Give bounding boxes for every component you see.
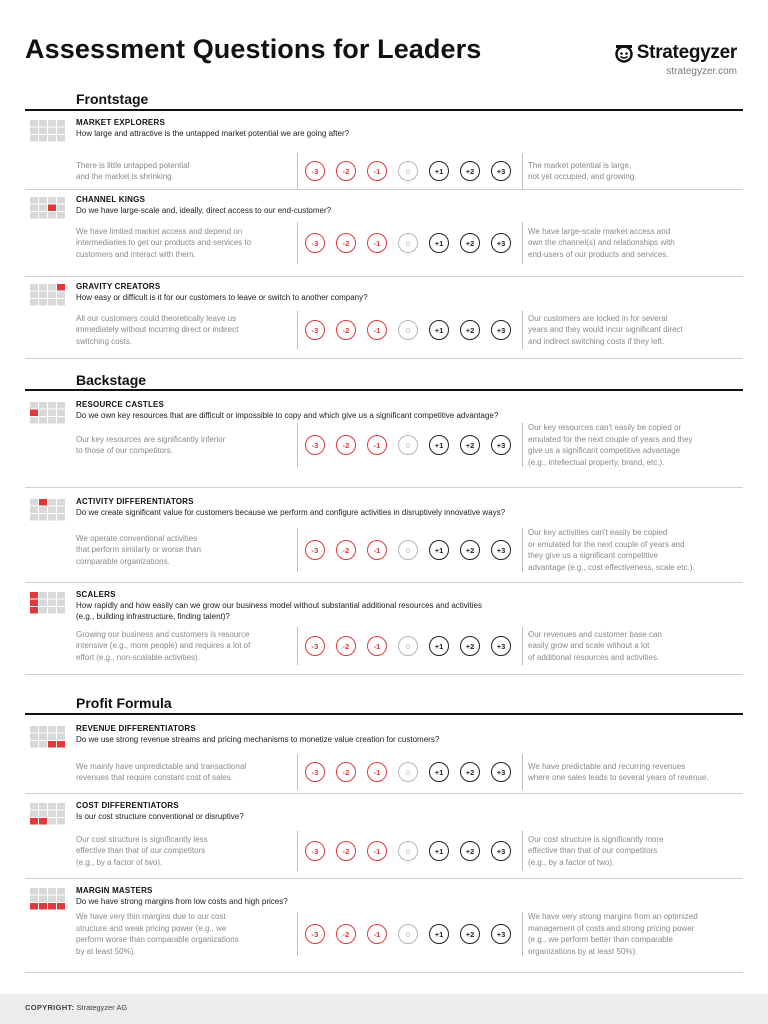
divider-right (522, 912, 523, 956)
icon-cell (48, 726, 56, 733)
question-text: Do we own key resources that are difficult or impossible to copy and which give us a significant competitive advantage? (76, 411, 499, 420)
page-title: Assessment Questions for Leaders (25, 34, 482, 64)
question-text: Is our cost structure conventional or disruptive? (76, 812, 244, 821)
rating-option[interactable]: 0 (398, 161, 418, 181)
question-text: Do we use strong revenue streams and pricing mechanisms to monetize value creation for customers? (76, 735, 440, 744)
rating-option[interactable]: -3 (305, 841, 325, 861)
icon-cell (48, 734, 56, 741)
icon-cell (30, 205, 38, 212)
icon-cell (57, 417, 65, 424)
icon-cell (48, 888, 56, 895)
icon-cell (39, 600, 47, 607)
icon-cell (30, 734, 38, 741)
icon-cell (30, 402, 38, 409)
item-divider (25, 972, 743, 973)
question-text: Do we have large-scale and, ideally, direct access to our end-customer? (76, 206, 332, 215)
icon-cell (57, 410, 65, 417)
icon-cell (57, 120, 65, 127)
rating-scale[interactable] (305, 924, 511, 944)
rating-option[interactable]: -2 (336, 161, 356, 181)
icon-cell-highlight (57, 741, 65, 748)
channel-kings-icon (30, 197, 66, 219)
divider-right (522, 222, 523, 264)
rating-option[interactable]: 0 (398, 841, 418, 861)
rating-option[interactable]: +3 (491, 841, 511, 861)
icon-cell (30, 507, 38, 514)
rating-option[interactable]: +3 (491, 762, 511, 782)
low-score-description: There is little untapped potential and the market is shrinking. (76, 160, 190, 181)
revenue-differentiators-icon (30, 726, 66, 748)
divider-right (522, 311, 523, 349)
icon-cell (39, 514, 47, 521)
rating-option[interactable]: +2 (460, 435, 480, 455)
rating-option[interactable]: +3 (491, 161, 511, 181)
category-label: CHANNEL KINGS (76, 195, 146, 204)
rating-option[interactable]: +2 (460, 924, 480, 944)
icon-cell (30, 499, 38, 506)
brand-url[interactable]: strategyzer.com (666, 66, 737, 77)
low-score-description: We have very thin margins due to our cost structure and weak pricing power (e.g., we perform worse than comparable organizations by at least 50%). (76, 912, 239, 956)
icon-cell (30, 120, 38, 127)
rating-option[interactable]: -3 (305, 636, 325, 656)
rating-option[interactable]: -2 (336, 636, 356, 656)
icon-cell (57, 811, 65, 818)
resource-castles-icon (30, 402, 66, 424)
icon-cell (57, 803, 65, 810)
icon-cell (30, 292, 38, 299)
icon-cell (30, 128, 38, 135)
rating-scale[interactable] (305, 435, 511, 455)
icon-cell-highlight (30, 600, 38, 607)
divider-left (297, 528, 298, 572)
category-label: COST DIFFERENTIATORS (76, 801, 179, 810)
icon-cell-highlight (39, 903, 47, 910)
item-divider (25, 793, 743, 794)
rating-option[interactable]: +2 (460, 841, 480, 861)
divider-right (522, 627, 523, 665)
icon-cell (48, 410, 56, 417)
rating-scale[interactable] (305, 320, 511, 340)
low-score-description: All our customers could theoretically leave us immediately without incurring direct or indirect switching costs. (76, 313, 239, 346)
rating-option[interactable]: -2 (336, 841, 356, 861)
icon-cell (39, 417, 47, 424)
icon-cell (48, 600, 56, 607)
rating-option[interactable]: 0 (398, 233, 418, 253)
rating-option[interactable]: -2 (336, 762, 356, 782)
rating-option[interactable]: -3 (305, 161, 325, 181)
rating-option[interactable]: +1 (429, 435, 449, 455)
divider-left (297, 754, 298, 790)
icon-cell (48, 607, 56, 614)
icon-cell (39, 888, 47, 895)
section-divider (25, 713, 743, 715)
icon-cell (48, 128, 56, 135)
high-score-description: We have large-scale market access and own the channel(s) and relationships with end-users of our products and services. (528, 226, 675, 259)
category-label: MARKET EXPLORERS (76, 118, 165, 127)
item-divider (25, 582, 743, 583)
divider-left (297, 311, 298, 349)
assessment-item (25, 195, 743, 265)
icon-cell (48, 896, 56, 903)
icon-cell (30, 811, 38, 818)
cost-differentiators-icon (30, 803, 66, 825)
rating-option[interactable]: +2 (460, 540, 480, 560)
rating-option[interactable]: -1 (367, 540, 387, 560)
icon-cell (48, 284, 56, 291)
icon-cell-highlight (30, 903, 38, 910)
rating-option[interactable]: +1 (429, 841, 449, 861)
section-title: Frontstage (76, 91, 149, 107)
rating-scale[interactable] (305, 636, 511, 656)
icon-cell-highlight (57, 284, 65, 291)
rating-option[interactable]: -1 (367, 161, 387, 181)
high-score-description: Our key activities can't easily be copied or emulated for the next couple of years and they give us a significant competitive advantage (e.g., cost effectiveness, scale etc.). (528, 528, 695, 572)
icon-cell (39, 292, 47, 299)
icon-cell (48, 299, 56, 306)
icon-cell (39, 507, 47, 514)
item-divider (25, 189, 743, 190)
rating-option[interactable]: -1 (367, 841, 387, 861)
divider-left (297, 153, 298, 189)
high-score-description: Our cost structure is significantly more effective than that of our competitors (e.g., by a factor of two). (528, 834, 664, 867)
divider-right (522, 423, 523, 467)
item-divider (25, 487, 743, 488)
category-label: ACTIVITY DIFFERENTIATORS (76, 497, 194, 506)
icon-cell (57, 734, 65, 741)
icon-cell (30, 299, 38, 306)
rating-option[interactable]: +2 (460, 636, 480, 656)
item-divider (25, 276, 743, 277)
icon-cell (30, 417, 38, 424)
icon-cell (30, 284, 38, 291)
icon-cell (30, 888, 38, 895)
divider-right (522, 831, 523, 871)
low-score-description: Our key resources are significantly inferior to those of our competitors. (76, 434, 226, 455)
question-text: How rapidly and how easily can we grow our business model without substantial additional resources and activities (e.g., building infrastructure, finding talent)? (76, 601, 482, 621)
high-score-description: We have very strong margins from an optimized management of costs and strong pricing power (e.g., we perform better than comparable organizations by at least 50%). (528, 912, 698, 956)
low-score-description: Our cost structure is significantly less effective than that of our competitors (e.g., by a factor of two). (76, 834, 208, 867)
rating-option[interactable]: +2 (460, 233, 480, 253)
icon-cell (57, 514, 65, 521)
copyright (25, 1003, 127, 1012)
icon-cell (39, 212, 47, 219)
rating-option[interactable]: +2 (460, 161, 480, 181)
rating-option[interactable]: -3 (305, 762, 325, 782)
rating-option[interactable]: 0 (398, 924, 418, 944)
question-text: Do we create significant value for customers because we perform and configure activities in disruptively innovative ways? (76, 508, 506, 517)
icon-cell (39, 741, 47, 748)
category-label: MARGIN MASTERS (76, 886, 153, 895)
scalers-icon (30, 592, 66, 614)
rating-option[interactable]: 0 (398, 435, 418, 455)
rating-option[interactable]: +3 (491, 636, 511, 656)
icon-cell (39, 135, 47, 142)
category-label: RESOURCE CASTLES (76, 400, 165, 409)
icon-cell (57, 507, 65, 514)
icon-cell-highlight (57, 903, 65, 910)
item-divider (25, 358, 743, 359)
rating-option[interactable]: -2 (336, 320, 356, 340)
icon-cell (57, 212, 65, 219)
divider-right (522, 153, 523, 189)
rating-scale[interactable] (305, 841, 511, 861)
rating-option[interactable]: +2 (460, 320, 480, 340)
high-score-description: We have predictable and recurring revenues where one sales leads to several years of revenue. (528, 761, 709, 782)
gravity-creators-icon (30, 284, 66, 306)
icon-cell (48, 803, 56, 810)
rating-scale[interactable] (305, 233, 511, 253)
rating-option[interactable]: -1 (367, 924, 387, 944)
low-score-description: We have limited market access and depend on intermediaries to get our products and services to customers and interact with them. (76, 226, 252, 259)
rating-option[interactable]: +3 (491, 540, 511, 560)
margin-masters-icon (30, 888, 66, 910)
rating-option[interactable]: +3 (491, 233, 511, 253)
high-score-description: Our key resources can't easily be copied or emulated for the next couple of years and they give us a significant competitive advantage (e.g., intellectual property, brand, etc.). (528, 423, 693, 467)
icon-cell (48, 197, 56, 204)
icon-cell (48, 592, 56, 599)
icon-cell (57, 592, 65, 599)
rating-option[interactable]: -1 (367, 435, 387, 455)
category-label: GRAVITY CREATORS (76, 282, 161, 291)
rating-option[interactable]: +1 (429, 636, 449, 656)
icon-cell (30, 803, 38, 810)
low-score-description: Growing our business and customers is resource intensive (e.g., more people) and requires a lot of effort (e.g., non-scalable activities). (76, 629, 251, 662)
icon-cell (39, 803, 47, 810)
section-title: Profit Formula (76, 695, 172, 711)
icon-cell (57, 135, 65, 142)
assessment-item (25, 886, 743, 956)
icon-cell (39, 120, 47, 127)
icon-cell (39, 410, 47, 417)
high-score-description: Our customers are locked in for several years and they would incur significant direct and indirect switching costs if they left. (528, 313, 683, 346)
rating-option[interactable]: 0 (398, 540, 418, 560)
category-label: REVENUE DIFFERENTIATORS (76, 724, 196, 733)
icon-cell (57, 888, 65, 895)
icon-cell (30, 896, 38, 903)
rating-option[interactable]: -1 (367, 233, 387, 253)
divider-right (522, 528, 523, 572)
divider-left (297, 627, 298, 665)
icon-cell (57, 600, 65, 607)
icon-cell (48, 292, 56, 299)
rating-option[interactable]: +1 (429, 320, 449, 340)
icon-cell (30, 212, 38, 219)
icon-cell (39, 128, 47, 135)
icon-cell (48, 499, 56, 506)
brand-name: Strategyzer (636, 42, 737, 63)
activity-differentiators-icon (30, 499, 66, 521)
icon-cell (48, 417, 56, 424)
section-divider (25, 109, 743, 111)
assessment-item (25, 724, 743, 794)
icon-cell (57, 292, 65, 299)
rating-option[interactable]: +3 (491, 320, 511, 340)
brand (587, 42, 737, 77)
icon-cell-highlight (48, 741, 56, 748)
icon-cell (39, 592, 47, 599)
icon-cell (48, 514, 56, 521)
rating-option[interactable]: +1 (429, 924, 449, 944)
rating-option[interactable]: +1 (429, 233, 449, 253)
icon-cell (48, 507, 56, 514)
icon-cell (48, 811, 56, 818)
divider-left (297, 912, 298, 956)
assessment-item (25, 282, 743, 352)
assessment-item (25, 400, 743, 470)
icon-cell (57, 299, 65, 306)
icon-cell-highlight (39, 818, 47, 825)
low-score-description: We mainly have unpredictable and transactional revenues that require constant cost of sales. (76, 761, 247, 782)
rating-option[interactable]: -3 (305, 233, 325, 253)
rating-option[interactable]: +2 (460, 762, 480, 782)
icon-cell (57, 197, 65, 204)
market-explorers-icon (30, 120, 66, 142)
rating-option[interactable]: -3 (305, 540, 325, 560)
question-text: How large and attractive is the untapped market potential we are going after? (76, 129, 350, 138)
icon-cell (39, 726, 47, 733)
rating-scale[interactable] (305, 161, 511, 181)
icon-cell (57, 499, 65, 506)
icon-cell-highlight (39, 499, 47, 506)
rating-option[interactable]: 0 (398, 636, 418, 656)
rating-option[interactable]: -3 (305, 435, 325, 455)
divider-left (297, 222, 298, 264)
low-score-description: We operate conventional activities that perform similarly or worse than comparable organizations. (76, 533, 201, 566)
footer (0, 994, 768, 1024)
icon-cell (57, 205, 65, 212)
high-score-description: Our revenues and customer base can easily grow and scale without a lot of additional resources and activities. (528, 629, 662, 662)
divider-right (522, 754, 523, 790)
icon-cell (30, 135, 38, 142)
icon-cell-highlight (48, 205, 56, 212)
icon-cell (30, 197, 38, 204)
icon-cell (57, 607, 65, 614)
strategyzer-logo-icon (614, 43, 634, 63)
rating-scale[interactable] (305, 762, 511, 782)
assessment-item (25, 118, 743, 188)
rating-option[interactable]: +1 (429, 161, 449, 181)
rating-scale[interactable] (305, 540, 511, 560)
icon-cell (57, 726, 65, 733)
icon-cell-highlight (30, 410, 38, 417)
icon-cell (48, 212, 56, 219)
rating-option[interactable]: 0 (398, 320, 418, 340)
icon-cell-highlight (30, 592, 38, 599)
rating-option[interactable]: +1 (429, 762, 449, 782)
section-title: Backstage (76, 372, 147, 388)
icon-cell-highlight (30, 818, 38, 825)
icon-cell (48, 135, 56, 142)
rating-option[interactable]: -3 (305, 924, 325, 944)
rating-option[interactable]: -2 (336, 233, 356, 253)
icon-cell-highlight (30, 607, 38, 614)
icon-cell (48, 402, 56, 409)
icon-cell (57, 128, 65, 135)
icon-cell (39, 811, 47, 818)
icon-cell-highlight (48, 903, 56, 910)
category-label: SCALERS (76, 590, 116, 599)
icon-cell (39, 299, 47, 306)
rating-option[interactable]: -1 (367, 320, 387, 340)
rating-option[interactable]: +1 (429, 540, 449, 560)
rating-option[interactable]: -2 (336, 540, 356, 560)
icon-cell (48, 120, 56, 127)
copyright-holder: Strategyzer AG (76, 1003, 128, 1012)
assessment-item (25, 497, 743, 572)
rating-option[interactable]: -1 (367, 636, 387, 656)
icon-cell (57, 896, 65, 903)
rating-option[interactable]: -2 (336, 924, 356, 944)
icon-cell (30, 741, 38, 748)
rating-option[interactable]: 0 (398, 762, 418, 782)
question-text: Do we have strong margins from low costs and high prices? (76, 897, 288, 906)
high-score-description: The market potential is large, not yet occupied, and growing. (528, 160, 637, 181)
icon-cell (39, 734, 47, 741)
icon-cell (39, 205, 47, 212)
assessment-item (25, 590, 743, 660)
rating-option[interactable]: -2 (336, 435, 356, 455)
icon-cell (30, 514, 38, 521)
assessment-item (25, 801, 743, 871)
icon-cell (57, 818, 65, 825)
item-divider (25, 878, 743, 879)
rating-option[interactable]: +3 (491, 435, 511, 455)
icon-cell (39, 197, 47, 204)
section-divider (25, 389, 743, 391)
icon-cell (39, 284, 47, 291)
rating-option[interactable]: -1 (367, 762, 387, 782)
icon-cell (39, 402, 47, 409)
rating-option[interactable]: -3 (305, 320, 325, 340)
icon-cell (57, 402, 65, 409)
icon-cell (39, 896, 47, 903)
icon-cell (48, 818, 56, 825)
question-text: How easy or difficult is it for our customers to leave or switch to another company? (76, 293, 368, 302)
rating-option[interactable]: +3 (491, 924, 511, 944)
copyright-label: COPYRIGHT: (25, 1003, 75, 1012)
icon-cell (39, 607, 47, 614)
item-divider (25, 674, 743, 675)
divider-left (297, 831, 298, 871)
divider-left (297, 423, 298, 467)
icon-cell (30, 726, 38, 733)
